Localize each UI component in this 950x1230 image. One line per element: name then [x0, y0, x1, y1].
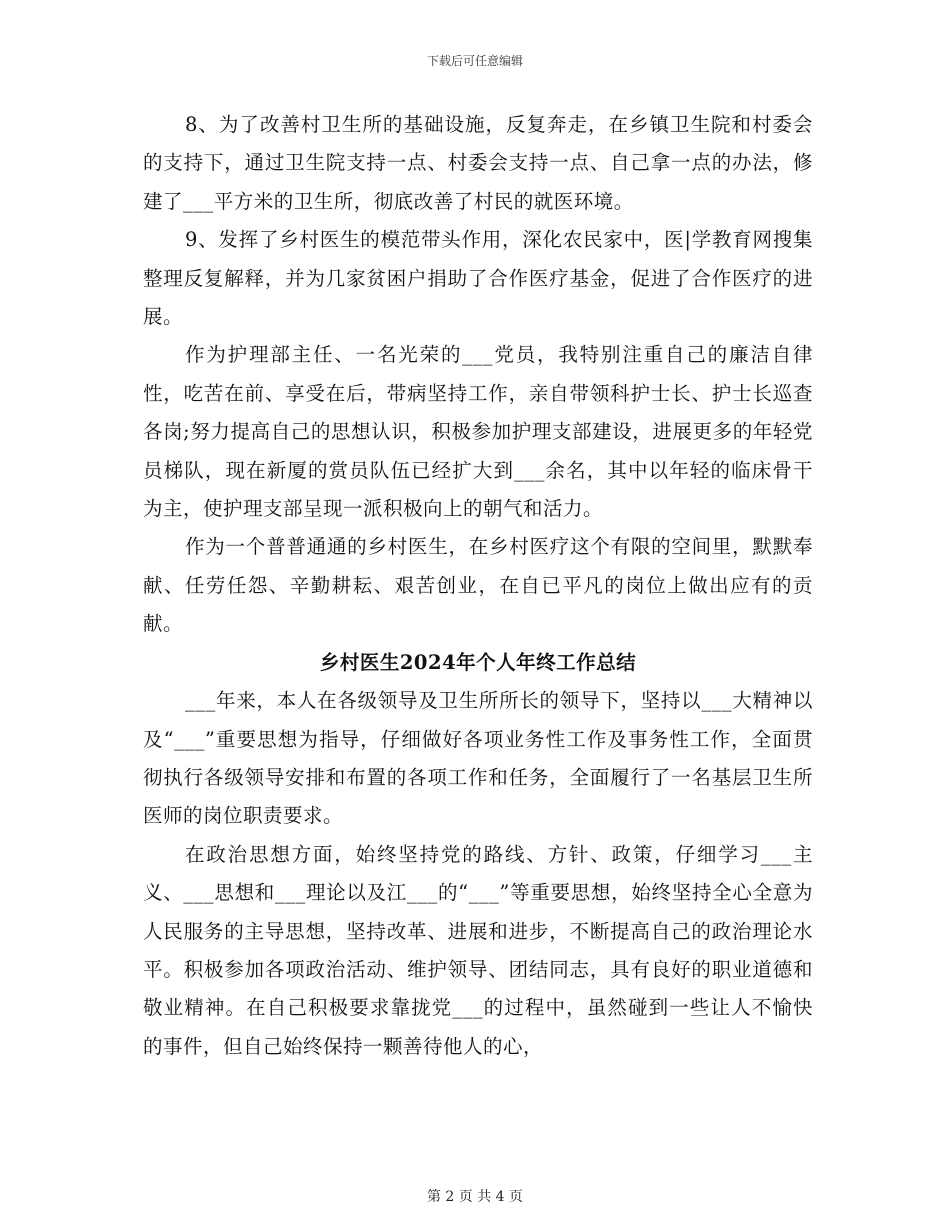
page-header: 下载后可任意编辑 — [426, 54, 523, 68]
page-number: 第 2 页 共 4 页 — [426, 1189, 524, 1205]
section-title: 乡村医生2024年个人年终工作总结 — [319, 650, 637, 674]
paragraph-item-9: 9、发挥了乡村医生的模范带头作用，深化农民家中，医|学教育网搜集整理反复解释，并为几家贫困户捐助了合作医疗基金，促进了合作医疗的进展。 — [143, 228, 813, 329]
paragraph-party-member: 作为护理部主任、一名光荣的___党员，我特别注重自己的廉洁自律性，吃苦在前、享受在后，带病坚持工作，亲自带领科护士长、护士长巡查各岗;努力提高自己的思想认识，积极参加护理支部建设，进展更多的年轻党员梯队，现在新厦的赏员队伍已经扩大到___余名，其中以年轻的临床骨干为主，使护理支部呈现一派积极向上的朝气和活力。 — [143, 343, 813, 521]
paragraph-item-8: 8、为了改善村卫生所的基础设施，反复奔走，在乡镇卫生院和村委会的支持下，通过卫生院支持一点、村委会支持一点、自己拿一点的办法，修建了___平方米的卫生所，彻底改善了村民的就医环境。 — [143, 113, 813, 213]
paragraph-political-thought: 在政治思想方面，始终坚持党的路线、方针、政策，仔细学习___主义、___思想和___理论以及江___的“___”等重要思想，始终坚持全心全意为人民服务的主导思想，坚持改革、进展和进步，不断提高自己的政治理论水平。积极参加各项政治活动、维护领导、团结同志，具有良好的职业道德和敬业精神。在自己积极要求靠拢党___的过程中，虽然碰到一些让人不愉快的事件，但自己始终保持一颗善待他人的心， — [143, 842, 813, 1058]
document-body — [143, 106, 813, 1066]
paragraph-conclusion: 作为一个普普通通的乡村医生，在乡村医疗这个有限的空间里，默默奉献、任劳任怨、辛勤耕耘、艰苦创业，在自已平凡的岗位上做出应有的贡献。 — [143, 535, 813, 636]
paragraph-intro: ___年来，本人在各级领导及卫生所所长的领导下，坚持以___大精神以及“___”重要思想为指导，仔细做好各项业务性工作及事务性工作，全面贯彻执行各级领导安排和布置的各项工作和任务，全面履行了一名基层卫生所医师的岗位职责要求。 — [143, 689, 813, 828]
